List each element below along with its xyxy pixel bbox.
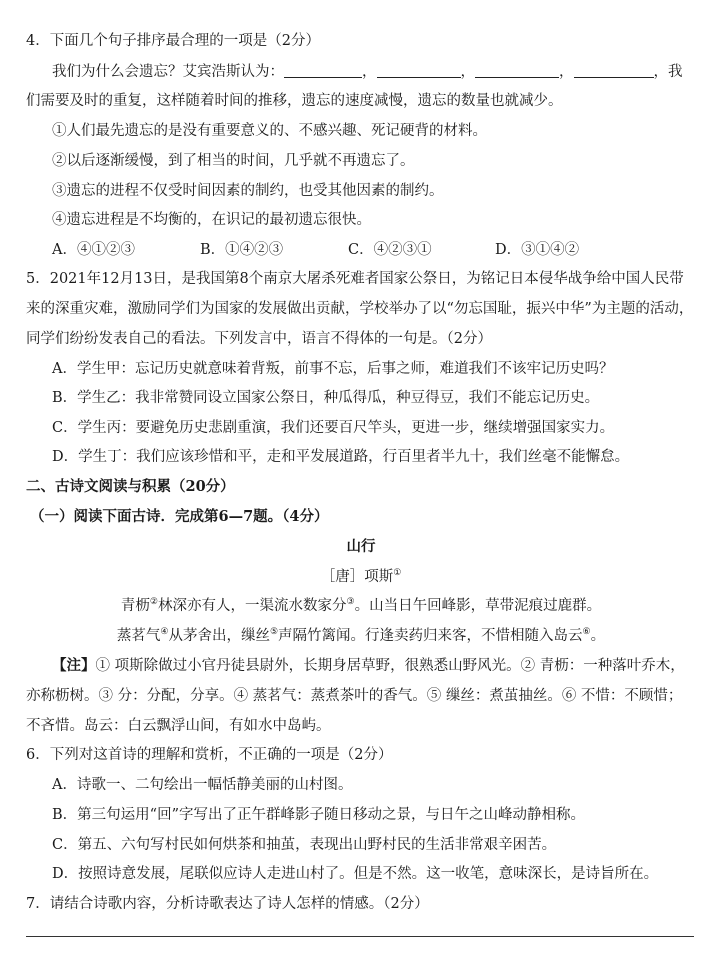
q5-option-a[interactable]: A．学生甲：忘记历史就意味着背叛，前事不忘，后事之师，难道我们不该牢记历史吗？ <box>52 361 614 377</box>
q5-option-d[interactable]: D．学生丁：我们应该珍惜和平，走和平发展道路，行百里者半九十，我们丝毫不能懈怠。 <box>52 449 630 465</box>
q5-option-b[interactable]: B．学生乙：我非常赞同设立国家公祭日，种瓜得瓜，种豆得豆，我们不能忘记历史。 <box>52 390 600 406</box>
poem-text: 。 <box>590 628 606 644</box>
q4-stem-line2: 们需要及时的重复，这样随着时间的推移，遗忘的速度减慢，遗忘的数量也就减少。 <box>26 93 563 109</box>
poem-text: 从茅舍出，缫丝 <box>168 628 270 644</box>
q6-title: 6．下列对这首诗的理解和赏析，不正确的一项是（2分） <box>26 747 393 763</box>
answer-blank-4[interactable] <box>574 63 654 78</box>
poem-text: 林深亦有人，一渠流水数家分 <box>158 598 347 614</box>
q4-option-b[interactable]: B．①④②③ <box>200 242 284 258</box>
q4-option-c[interactable]: C．④②③① <box>348 242 432 258</box>
q5-stem-line2: 来的深重灾难，激励同学们为国家的发展做出贡献，学校举办了以“勿忘国耻，振兴中华”为主题的活动， <box>26 301 694 317</box>
poem-text: 。山当日午回峰影，草带泥痕过鹿群。 <box>354 598 602 614</box>
footnote-mark: ③ <box>346 597 355 608</box>
answer-blank-2[interactable] <box>377 63 461 78</box>
note-line-1 <box>52 654 685 675</box>
poem-text: 青枥 <box>120 598 150 614</box>
poem-line-2 <box>0 624 722 645</box>
q4-sep: ， <box>559 64 574 80</box>
footnote-mark: ⑥ <box>582 627 591 638</box>
footnote-mark: ⑤ <box>269 627 279 638</box>
q4-sentence-3: ③遗忘的进程不仅受时间因素的制约，也受其他因素的制约。 <box>52 183 444 199</box>
q7-title: 7．请结合诗歌内容，分析诗歌表达了诗人怎样的情感。（2分） <box>26 896 429 912</box>
note-line-2: 亦称枥树。③ 分：分配，分享。④ 蒸茗气：蒸煮茶叶的香气。⑤ 缫丝：煮茧抽丝。⑥ 不惜：不顾惜； <box>26 688 683 704</box>
note-line-3: 不吝惜。岛云：白云飘浮山间，有如水中岛屿。 <box>26 718 331 734</box>
q4-title: 4．下面几个句子排序最合理的一项是（2分） <box>26 33 320 49</box>
page-divider <box>26 936 694 937</box>
q6-option-a[interactable]: A．诗歌一、二句绘出一幅恬静美丽的山村图。 <box>52 777 353 793</box>
poem-text: 蒸茗气 <box>116 628 161 644</box>
q5-stem-line3: 同学们纷纷发表自己的看法。下列发言中，语言不得体的一句是。（2分） <box>26 331 492 347</box>
answer-blank-1[interactable] <box>284 63 362 78</box>
q5-stem-line1: 5．2021年12月13日，是我国第8个南京大屠杀死难者国家公祭日，为铭记日本侵华战争给中国人民带 <box>26 271 684 287</box>
q4-sentence-1: ①人们最先遗忘的是没有重要意义的、不感兴趣、死记硬背的材料。 <box>52 123 487 139</box>
q4-sentence-4: ④遗忘进程是不均衡的，在识记的最初遗忘很快。 <box>52 212 371 228</box>
q4-option-a[interactable]: A．④①②③ <box>52 242 135 258</box>
poem-author <box>0 565 722 586</box>
poem-text: 声隔竹篱闻。行逢卖药归来客，不惜相随入岛云 <box>278 628 583 644</box>
poem-title: 山行 <box>346 538 376 555</box>
q6-option-d[interactable]: D．按照诗意发展，尾联似应诗人走进山村了。但是不然。这一收笔，意味深长，是诗旨所在。 <box>52 866 659 882</box>
poem-author-text: ［唐］项斯 <box>320 569 394 585</box>
q4-option-d[interactable]: D．③①④② <box>495 242 580 258</box>
section-heading: 二、古诗文阅读与积累（20分） <box>26 478 235 495</box>
q4-sentence-2: ②以后逐渐缓慢，到了相当的时间，几乎就不再遗忘了。 <box>52 153 415 169</box>
answer-blank-3[interactable] <box>475 63 559 78</box>
q4-stem-end: ，我 <box>653 64 683 80</box>
q5-option-c[interactable]: C．学生丙：要避免历史悲剧重演，我们还要百尺竿头，更进一步，继续增强国家实力。 <box>52 420 615 436</box>
q6-option-c[interactable]: C．第五、六句写村民如何烘茶和抽茧，表现出山野村民的生活非常艰辛困苦。 <box>52 837 557 853</box>
note-text: ① 项斯除做过小官丹徒县尉外，长期身居草野，很熟悉山野风光。② 青枥：一种落叶乔木， <box>95 658 685 674</box>
subsection-heading: （一）阅读下面古诗．完成第6—7题。（4分） <box>30 508 329 525</box>
footnote-mark: ④ <box>160 627 169 638</box>
q6-option-b[interactable]: B．第三句运用“回”字写出了正午群峰影子随日移动之景，与日午之山峰动静相称。 <box>52 807 585 823</box>
footnote-mark: ② <box>149 597 158 608</box>
q4-stem-line1 <box>52 60 683 81</box>
q4-stem-text: 我们为什么会遗忘？艾宾浩斯认为： <box>52 64 284 80</box>
poem-line-1 <box>0 594 722 615</box>
q4-sep: ， <box>460 64 475 80</box>
footnote-mark: ① <box>393 568 402 579</box>
q4-sep: ， <box>362 64 377 80</box>
note-label: 【注】 <box>52 657 96 674</box>
